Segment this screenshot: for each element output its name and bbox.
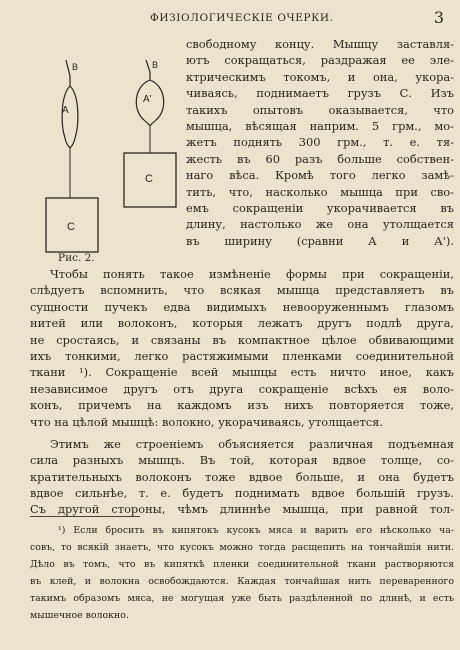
page-number: 3 xyxy=(433,8,444,27)
text-line: Съ другой стороны, чѣмъ длиннѣе мышца, при равной тол- xyxy=(30,502,454,517)
text-line: конъ, причемъ на каждомъ изъ нихъ повторяется тоже, xyxy=(30,398,454,413)
label-c-right: C xyxy=(145,173,153,185)
text-line: нитей или волоконъ, которыя лежатъ другъ подлѣ друга, xyxy=(30,316,454,331)
text-line: свободному концу. Мышцу заставля- xyxy=(186,37,454,51)
text-line: сила разныхъ мышцъ. Въ той, которая вдвое толще, со- xyxy=(30,453,454,468)
label-a-prime-right: A' xyxy=(143,94,152,105)
figure-muscle-diagram xyxy=(40,58,185,268)
text-line: сущности пучекъ едва видимыхъ невооруженнымъ глазомъ xyxy=(30,299,454,314)
text-line: чиваясь, поднимаетъ грузъ С. Изъ xyxy=(186,86,454,101)
text-line: мышца, вѣсящая наприм. 5 грм., мо- xyxy=(186,118,454,133)
footnote-line: совъ, то всякій знаетъ, что кусокъ можно тогда расщепить на тончайшія нити. xyxy=(30,542,454,553)
running-title: ФИЗІОЛОГИЧЕСКІЕ ОЧЕРКИ. xyxy=(150,12,334,24)
text-line: слѣдуетъ вспомнить, что всякая мышца представляетъ въ xyxy=(30,283,454,298)
muscle-illustration xyxy=(40,58,185,258)
footnote-block xyxy=(30,522,454,624)
page-header xyxy=(40,10,452,28)
text-line: не сростаясь, и связаны въ компактное цѣлое обвивающими xyxy=(30,332,454,347)
footnote-line: Дѣло въ томъ, что въ кипяткѣ пленки соединительной ткани растворяются xyxy=(30,559,454,570)
text-line: Этимъ же строеніемъ объясняется различная подъемная xyxy=(50,436,454,451)
text-line: ютъ сокращаться, раздражая ее эле- xyxy=(186,53,454,68)
label-b-right: B xyxy=(152,60,159,70)
text-line: жетъ поднять 300 грм., т. е. тя- xyxy=(186,135,454,150)
text-line: независимое другъ отъ друга сокращеніе всѣхъ ея воло- xyxy=(30,381,454,396)
text-line: кратительныхъ волоконъ тоже вдвое больше, и она будетъ xyxy=(30,469,454,484)
text-line: жесть въ 60 разъ больше собствен- xyxy=(186,151,454,166)
side-text-column xyxy=(186,36,454,249)
text-line: тить, что, насколько мышца при сво- xyxy=(186,184,454,199)
text-line: емъ сокращеніи укорачивается въ xyxy=(186,200,454,215)
footnote-line: такимъ образомъ мяса, не могущая уже быть раздѣленной по длинѣ, и есть xyxy=(30,593,454,604)
label-b-left: B xyxy=(72,62,79,72)
footnote-line: мышечное волокно. xyxy=(30,610,129,621)
text-line: наго вѣса. Кромѣ того легко замѣ- xyxy=(186,168,454,183)
text-line: такихъ опытовъ оказывается, что xyxy=(186,102,454,117)
main-text-body xyxy=(30,266,454,518)
text-line: Чтобы понять такое измѣненіе формы при сокращеніи, xyxy=(50,267,454,281)
label-a-left: A xyxy=(62,105,69,116)
relaxed-muscle-shape xyxy=(62,86,78,148)
text-line: длину, настолько же она утолщается xyxy=(186,217,454,232)
footnote-line: въ клей, и волокна освобождаются. Каждая тончайшая нить переваренного xyxy=(30,576,454,587)
text-line: ихъ тонкими, легко растяжимыми пленками соединительной xyxy=(30,348,454,363)
text-line: ктрическимъ токомъ, и она, укора- xyxy=(186,69,454,84)
text-line: ткани ¹). Сокращеніе всей мышцы есть ничто иное, какъ xyxy=(30,365,454,380)
text-line: вдвое сильнѣе, т. е. будетъ поднимать вдвое большій грузъ. xyxy=(30,486,454,501)
text-line: въ ширину (сравни А и А'). xyxy=(186,233,454,248)
text-line: что на цѣлой мышцѣ: волокно, укорачиваясь, утолщается. xyxy=(30,414,383,429)
footnote-divider xyxy=(30,516,140,517)
footnote-line: ¹) Если бросить въ кипятокъ кусокъ мяса и варить его нѣсколько ча- xyxy=(58,525,454,536)
figure-caption: Рис. 2. xyxy=(58,252,95,264)
label-c-left: C xyxy=(67,221,75,233)
